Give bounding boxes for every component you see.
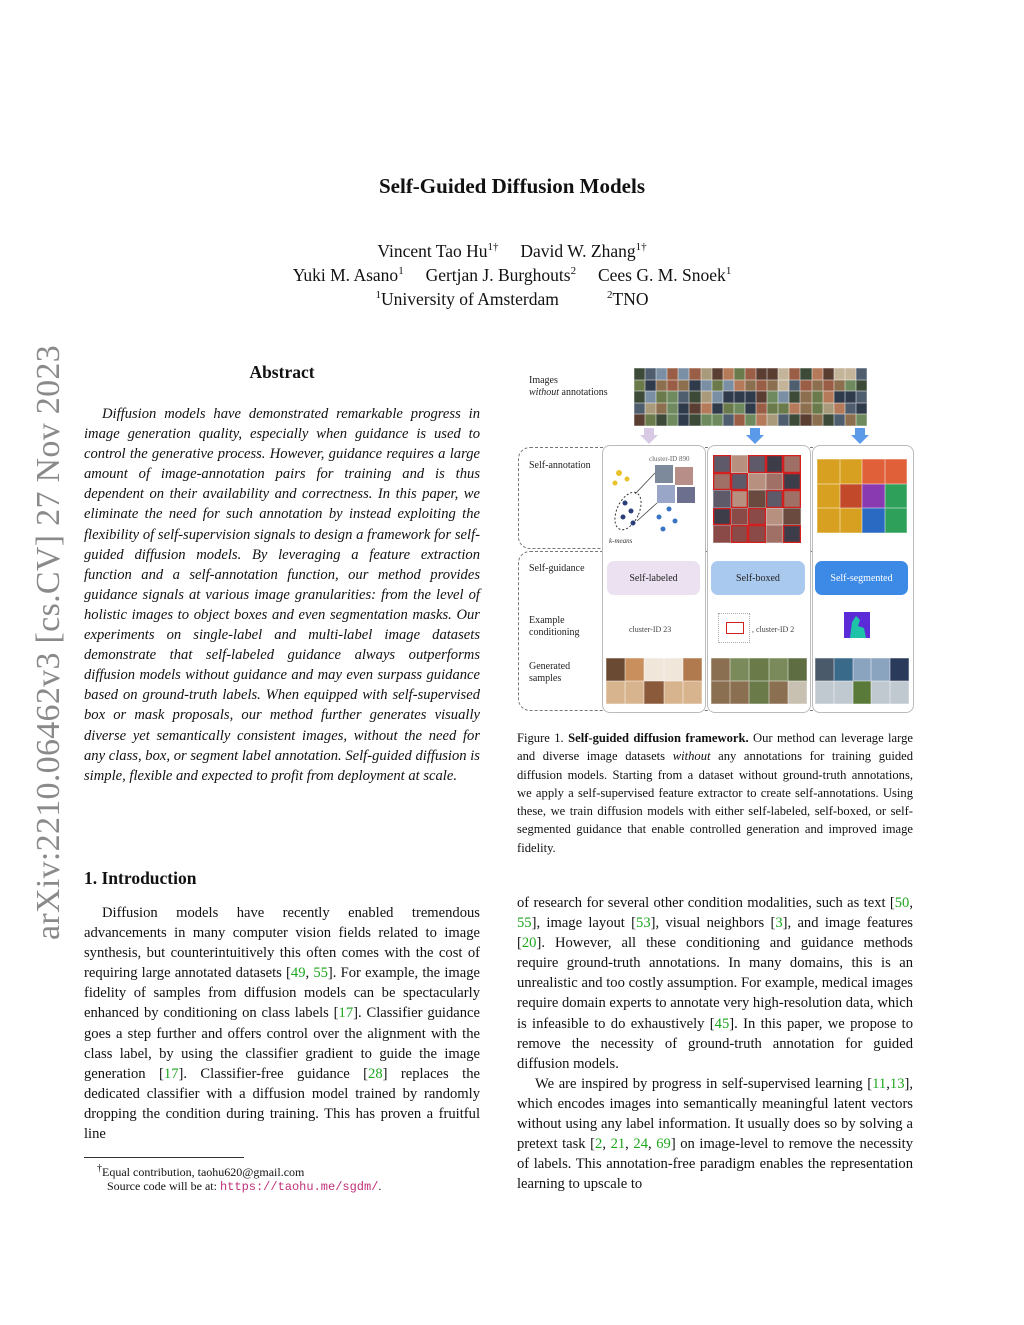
mosaic-thumbnail: [823, 391, 834, 403]
arxiv-identifier: arXiv:2210.06462v3 [cs.CV] 27 Nov 2023: [30, 344, 67, 940]
cluster-thumb: [657, 485, 675, 503]
generated-person-image: [834, 658, 853, 681]
figure-1: [517, 365, 913, 715]
segment-thumbnail: [862, 484, 885, 509]
mosaic-thumbnail: [689, 380, 700, 392]
cluster-connector: [637, 503, 657, 521]
citation-link[interactable]: 53: [636, 915, 651, 932]
segment-thumbnail: [817, 508, 840, 533]
cond-box-cluster-label: , cluster-ID 2: [752, 625, 795, 634]
boxed-thumbnail: [766, 490, 784, 508]
cond-red-box: [726, 622, 744, 634]
mosaic-thumbnail: [745, 403, 756, 415]
boxed-thumbnail: [766, 508, 784, 526]
mosaic-thumbnail: [723, 380, 734, 392]
citation-link[interactable]: 50: [894, 895, 910, 911]
mosaic-thumbnail: [667, 391, 678, 403]
mosaic-thumbnail: [778, 380, 789, 392]
author-name: Gertjan J. Burghouts: [425, 265, 571, 285]
generated-dog-image: [664, 658, 683, 681]
citation-link[interactable]: 55: [313, 965, 328, 982]
boxed-thumbnail: [783, 473, 801, 491]
segment-thumbnail: [840, 484, 863, 509]
abstract-text: Diffusion models have demonstrated remarkable progress in image generation quality, especially when guidance is used to control the generative process. However, guidance requires a large amount of image-annotation pairs for training and is thus dependent on their availability and correctness. In this paper, we eliminate the need for such annotation by instead exploiting the flexibility of self-supervision signals to design a framework for self-guided diffusion models. By leveraging a feature extraction function and a self-annotation function, our method provides guidance signals at various image granularities: from the level of holistic images to object boxes and even segmentation masks. Our experiments on single-label and multi-label image datasets demonstrate that self-labeled guidance always outperforms diffusion models without guidance and may even surpass guidance based on ground-truth labels. When equipped with self-supervised box or mask proposals, our method further generates visually diverse yet semantically consistent images, without the need for any class, box, or segment label annotation. Self-guided diffusion is simple, flexible and expected to profit from deployment at scale.: [84, 406, 480, 784]
segment-thumbnail: [817, 484, 840, 509]
author-sup: 1: [398, 265, 404, 278]
boxed-thumbnail: [713, 455, 731, 473]
citation-link[interactable]: 21: [610, 1136, 626, 1153]
generated-sheep-image: [730, 658, 749, 681]
boxed-thumbnail: [713, 525, 731, 543]
boxed-thumbnail: [713, 473, 731, 491]
mosaic-thumbnail: [678, 380, 689, 392]
mosaic-thumbnail: [767, 368, 778, 380]
down-arrows: [517, 427, 913, 447]
mosaic-thumbnail: [701, 368, 712, 380]
generated-dog-image: [625, 681, 644, 704]
generated-sheep-image: [788, 658, 807, 681]
segment-thumbnail: [840, 508, 863, 533]
mosaic-thumbnail: [689, 391, 700, 403]
mosaic-thumbnail: [678, 391, 689, 403]
generated-sheep-image: [769, 681, 788, 704]
mosaic-thumbnail: [656, 368, 667, 380]
mosaic-thumbnail: [778, 368, 789, 380]
generated-person-image: [834, 681, 853, 704]
self-labeled-guidance: Self-labeled: [607, 561, 700, 595]
mosaic-thumbnail: [689, 403, 700, 415]
author-sup: 1: [725, 265, 732, 278]
cluster-point-yellow: [616, 470, 622, 476]
mosaic-thumbnail: [678, 368, 689, 380]
cluster-thumb: [677, 487, 695, 503]
boxed-thumbnail: [731, 525, 749, 543]
author-sup: 1†: [487, 241, 499, 254]
caption-em: without: [672, 749, 711, 764]
mosaic-thumbnail: [812, 368, 823, 380]
mosaic-thumbnail: [845, 368, 856, 380]
affil-sup: 1: [375, 289, 381, 302]
cluster-point-navy: [621, 515, 626, 520]
mosaic-thumbnail: [767, 414, 778, 426]
generated-person-image: [890, 681, 909, 704]
mosaic-thumbnail: [734, 414, 745, 426]
generated-sheep-image: [788, 681, 807, 704]
segment-thumbnail: [885, 508, 908, 533]
arrow-to-boxed: [746, 428, 764, 444]
segment-thumbnail: [817, 459, 840, 484]
footnote-source-code: [84, 1178, 503, 1195]
label-line: samples: [529, 673, 562, 684]
generated-person-image: [853, 681, 872, 704]
fig-label-images: [529, 375, 608, 399]
boxed-thumbnail: [731, 455, 749, 473]
generated-samples-labeled: [606, 658, 702, 704]
mosaic-thumbnail: [812, 403, 823, 415]
segment-thumbnail: [885, 459, 908, 484]
mosaic-thumbnail: [756, 414, 767, 426]
mosaic-thumbnail: [745, 380, 756, 392]
row-label-self-annotation: Self-annotation: [529, 460, 591, 471]
mosaic-thumbnail: [745, 368, 756, 380]
mosaic-thumbnail: [701, 403, 712, 415]
mosaic-thumbnail: [756, 380, 767, 392]
generated-person-image: [815, 658, 834, 681]
mosaic-thumbnail: [778, 403, 789, 415]
self-segmented-guidance: Self-segmented: [815, 561, 908, 595]
intro-right-column: [517, 893, 913, 1194]
mosaic-thumbnail: [723, 391, 734, 403]
label-em: without: [529, 387, 560, 398]
kmeans-label: k-means: [609, 537, 633, 545]
citation-link[interactable]: 49: [290, 965, 306, 982]
mosaic-thumbnail: [789, 414, 800, 426]
citation-link[interactable]: 45: [714, 1015, 730, 1032]
segment-thumbnail: [885, 484, 908, 509]
boxed-thumbnail: [766, 525, 784, 543]
label-line: Generated: [529, 661, 571, 672]
cluster-point-yellow: [613, 481, 618, 486]
cluster-point-navy: [631, 521, 636, 526]
mosaic-thumbnail: [778, 391, 789, 403]
mosaic-thumbnail: [712, 368, 723, 380]
mosaic-thumbnail: [645, 414, 656, 426]
label-line: conditioning: [529, 627, 580, 638]
cluster-point-blue: [667, 507, 672, 512]
mosaic-thumbnail: [734, 380, 745, 392]
boxed-thumbnail: [748, 473, 766, 491]
boxed-thumbnail: [731, 473, 749, 491]
footnote-divider: [84, 1157, 244, 1158]
citation-link[interactable]: 2: [595, 1136, 603, 1153]
author-name: Cees G. M. Snoek: [597, 265, 726, 285]
footnote-mark: †: [97, 1163, 102, 1174]
mosaic-thumbnail: [856, 380, 867, 392]
mosaic-thumbnail: [689, 368, 700, 380]
mosaic-thumbnail: [823, 414, 834, 426]
segmentation-mask-grid: [817, 459, 907, 533]
mosaic-thumbnail: [634, 368, 645, 380]
generated-sheep-image: [711, 681, 730, 704]
cluster-point-blue: [661, 527, 666, 532]
generated-dog-image: [664, 681, 683, 704]
mosaic-thumbnail: [845, 403, 856, 415]
generated-dog-image: [644, 658, 663, 681]
generated-dog-image: [606, 681, 625, 704]
mosaic-thumbnail: [800, 414, 811, 426]
mosaic-thumbnail: [656, 414, 667, 426]
generated-sheep-image: [749, 658, 768, 681]
generated-sheep-image: [711, 658, 730, 681]
boxed-thumbnail: [783, 525, 801, 543]
mosaic-thumbnail: [823, 368, 834, 380]
boxed-thumbnail: [731, 508, 749, 526]
mosaic-thumbnail: [678, 403, 689, 415]
mosaic-thumbnail: [634, 403, 645, 415]
cluster-thumb: [675, 467, 693, 485]
cond-segmentation-mask: [844, 612, 870, 638]
cluster-point-blue: [673, 519, 678, 524]
affil-sup: 2: [607, 289, 613, 302]
paper-title: Self-Guided Diffusion Models: [378, 174, 646, 198]
citation-link[interactable]: 17: [338, 1005, 354, 1022]
cluster-point-navy: [623, 501, 628, 506]
mosaic-thumbnail: [767, 403, 778, 415]
boxed-thumbnail: [713, 490, 731, 508]
mosaic-thumbnail: [701, 414, 712, 426]
citation-link[interactable]: 69: [656, 1136, 671, 1153]
generated-person-image: [853, 658, 872, 681]
cluster-ellipse: [610, 488, 647, 534]
mosaic-thumbnail: [756, 391, 767, 403]
generated-person-image: [890, 658, 909, 681]
mosaic-thumbnail: [634, 391, 645, 403]
affiliations: [0, 289, 1024, 310]
mosaic-thumbnail: [723, 403, 734, 415]
mosaic-thumbnail: [756, 403, 767, 415]
mosaic-thumbnail: [834, 368, 845, 380]
mosaic-thumbnail: [701, 391, 712, 403]
mosaic-thumbnail: [800, 368, 811, 380]
mosaic-thumbnail: [834, 414, 845, 426]
mosaic-thumbnail: [634, 414, 645, 426]
label-line: Example: [529, 615, 565, 626]
generated-person-image: [871, 681, 890, 704]
caption-text: any annotations for training guided diffusion models. Starting from a dataset without ground-truth annotations, we apply a self-supervised feature extractor to create self-annotations. Using these, we train diffusion models with either self-labeled, self-boxed, or self-segmented guidance that enable controlled generation and improved image fidelity.: [517, 749, 914, 855]
citation-link[interactable]: 28: [368, 1065, 383, 1082]
mosaic-thumbnail: [645, 368, 656, 380]
mosaic-thumbnail: [701, 380, 712, 392]
mosaic-thumbnail: [645, 403, 656, 415]
section-heading-introduction: 1. Introduction: [84, 868, 197, 888]
boxed-thumbnail: [748, 525, 766, 543]
row-label-generated-samples: [529, 661, 570, 685]
boxed-thumbnail: [766, 473, 784, 491]
row-label-self-guidance: Self-guidance: [529, 563, 585, 574]
label-line: Images: [529, 375, 558, 386]
boxed-thumbnail: [748, 455, 766, 473]
cluster-point-navy: [629, 509, 634, 514]
mosaic-thumbnail: [734, 403, 745, 415]
mosaic-thumbnail: [800, 403, 811, 415]
arrow-to-segmented: [851, 428, 869, 444]
cond-box-canvas: [718, 613, 750, 643]
mosaic-thumbnail: [789, 380, 800, 392]
mosaic-thumbnail: [656, 380, 667, 392]
author-name: Vincent Tao Hu: [377, 241, 488, 261]
citation-link[interactable]: 3: [775, 915, 783, 932]
abstract-heading: Abstract: [249, 362, 315, 382]
generated-person-image: [871, 658, 890, 681]
paragraph: Diffusion models have recently enabled tremendous advancements in many computer vision fields related to image synthesis, but counterintuitively this often comes with the cost of requiring large annotated datasets [49, 55]. For example, the image fidelity of samples from diffusion models can be spectacularly enhanced by conditioning on class labels [17]. Classifier guidance goes a step further and offers control over the alignment with the class label, by using the classifier gradient to guide the image generation [17]. Classifier-free guidance [28] replaces the dedicated classifier with a diffusion model trained by randomly dropping the condition during training. This has proven a fruitful line: [84, 905, 480, 1143]
mosaic-thumbnail: [745, 414, 756, 426]
generated-sheep-image: [749, 681, 768, 704]
mosaic-thumbnail: [856, 368, 867, 380]
paragraph: of research for several other condition modalities, such as text [50, 55], image layout [53], visual neighbors [3], and image features [20]. However, all these conditioning and guidance methods require ground-truth annotations. In many domains, this is an unrealistic and too costly assumption. For example, medical images require domain experts to annotate very high-resolution data, which is infeasible to do exhaustively [45]. In this paper, we propose to remove the necessity of ground-truth annotation for guided diffusion models.: [517, 895, 913, 1072]
mosaic-thumbnail: [845, 391, 856, 403]
mosaic-thumbnail: [734, 391, 745, 403]
footnote-text: Source code will be at:: [107, 1179, 220, 1193]
cond-cluster-id-label: cluster-ID 23: [629, 625, 672, 634]
mosaic-thumbnail: [834, 391, 845, 403]
boxed-thumbnail: [783, 490, 801, 508]
authors-line-1: [0, 241, 1024, 262]
intro-left-column: [84, 903, 480, 1144]
label-line: annotations: [559, 387, 608, 398]
mosaic-thumbnail: [834, 403, 845, 415]
mosaic-thumbnail: [645, 391, 656, 403]
caption-prefix: Figure 1.: [517, 731, 569, 745]
mosaic-thumbnail: [712, 403, 723, 415]
mosaic-thumbnail: [667, 368, 678, 380]
mosaic-thumbnail: [667, 414, 678, 426]
author-name: Yuki M. Asano: [292, 265, 399, 285]
figure-1-caption: [517, 729, 913, 857]
footnote-text: Equal contribution, taohu620@gmail.com: [102, 1165, 305, 1179]
mosaic-thumbnail: [767, 391, 778, 403]
row-label-example-conditioning: [529, 615, 580, 639]
caption-bold: Self-guided diffusion framework.: [568, 731, 749, 745]
mosaic-thumbnail: [756, 368, 767, 380]
mosaic-thumbnail: [823, 403, 834, 415]
mosaic-thumbnail: [789, 403, 800, 415]
segment-thumbnail: [840, 459, 863, 484]
caption-text: Our method can leverage large and diverse image datasets: [517, 731, 914, 764]
generated-samples-boxed: [711, 658, 807, 704]
generated-dog-image: [644, 681, 663, 704]
mosaic-thumbnail: [823, 380, 834, 392]
affil-name: University of Amsterdam: [381, 289, 559, 309]
citation-link[interactable]: 20: [521, 935, 537, 952]
generated-person-image: [815, 681, 834, 704]
boxed-thumbnail: [713, 508, 731, 526]
mosaic-thumbnail: [734, 368, 745, 380]
mosaic-thumbnail: [656, 391, 667, 403]
mosaic-thumbnail: [712, 391, 723, 403]
footnote-text: .: [378, 1179, 382, 1193]
boxed-thumbnail: [783, 455, 801, 473]
citation-link[interactable]: 17: [163, 1065, 179, 1082]
box-proposal-grid: [713, 455, 801, 543]
cluster-connector: [635, 473, 655, 494]
citation-link[interactable]: 13: [889, 1075, 905, 1092]
source-code-link[interactable]: https://taohu.me/sgdm/: [219, 1180, 379, 1194]
mosaic-thumbnail: [723, 368, 734, 380]
unlabeled-image-mosaic: [634, 368, 878, 426]
author-sup: 1†: [635, 241, 647, 254]
mosaic-thumbnail: [856, 391, 867, 403]
mosaic-thumbnail: [812, 391, 823, 403]
generated-dog-image: [606, 658, 625, 681]
boxed-thumbnail: [766, 455, 784, 473]
boxed-thumbnail: [731, 490, 749, 508]
mosaic-thumbnail: [712, 380, 723, 392]
cluster-point-yellow: [625, 477, 630, 482]
mosaic-thumbnail: [689, 414, 700, 426]
mosaic-thumbnail: [645, 380, 656, 392]
mosaic-thumbnail: [678, 414, 689, 426]
mosaic-thumbnail: [667, 380, 678, 392]
author-name: David W. Zhang: [520, 241, 636, 261]
affil-name: TNO: [612, 289, 649, 309]
kmeans-cluster-diagram: [605, 449, 703, 549]
mosaic-thumbnail: [856, 414, 867, 426]
mosaic-thumbnail: [856, 403, 867, 415]
generated-dog-image: [625, 658, 644, 681]
generated-dog-image: [683, 658, 702, 681]
citation-link[interactable]: 11: [872, 1075, 887, 1092]
mosaic-thumbnail: [834, 380, 845, 392]
mosaic-thumbnail: [800, 391, 811, 403]
citation-link[interactable]: 55: [517, 915, 532, 932]
authors-line-2: [0, 265, 1024, 286]
mosaic-thumbnail: [845, 414, 856, 426]
mosaic-thumbnail: [845, 380, 856, 392]
generated-dog-image: [683, 681, 702, 704]
mosaic-thumbnail: [723, 414, 734, 426]
cluster-id-label: cluster-ID 890: [649, 455, 690, 463]
mosaic-thumbnail: [667, 403, 678, 415]
self-boxed-guidance: Self-boxed: [711, 561, 805, 595]
mosaic-thumbnail: [712, 414, 723, 426]
mosaic-thumbnail: [789, 391, 800, 403]
mosaic-thumbnail: [778, 414, 789, 426]
mosaic-thumbnail: [812, 414, 823, 426]
generated-sheep-image: [769, 658, 788, 681]
mosaic-thumbnail: [634, 380, 645, 392]
mosaic-thumbnail: [656, 403, 667, 415]
boxed-thumbnail: [748, 490, 766, 508]
mosaic-thumbnail: [789, 368, 800, 380]
arrow-to-labeled: [640, 428, 658, 444]
mosaic-thumbnail: [745, 391, 756, 403]
boxed-thumbnail: [748, 508, 766, 526]
author-sup: 2: [570, 265, 577, 278]
segment-thumbnail: [862, 459, 885, 484]
citation-link[interactable]: 24: [633, 1136, 648, 1153]
generated-sheep-image: [730, 681, 749, 704]
mosaic-thumbnail: [812, 380, 823, 392]
cluster-point-blue: [657, 515, 662, 520]
segment-thumbnail: [862, 508, 885, 533]
boxed-thumbnail: [783, 508, 801, 526]
paragraph: We are inspired by progress in self-supervised learning [11,13], which encodes images into semantically meaningful latent vectors without using any label information. It usually does so by solving a pretext task [2, 21, 24, 69] on image-level to remove the necessity of labels. This annotation-free paradigm enables the representation learning to upscale to: [517, 1075, 914, 1193]
generated-samples-segmented: [815, 658, 909, 704]
mosaic-thumbnail: [800, 380, 811, 392]
cluster-thumb: [655, 465, 673, 483]
mosaic-thumbnail: [767, 380, 778, 392]
